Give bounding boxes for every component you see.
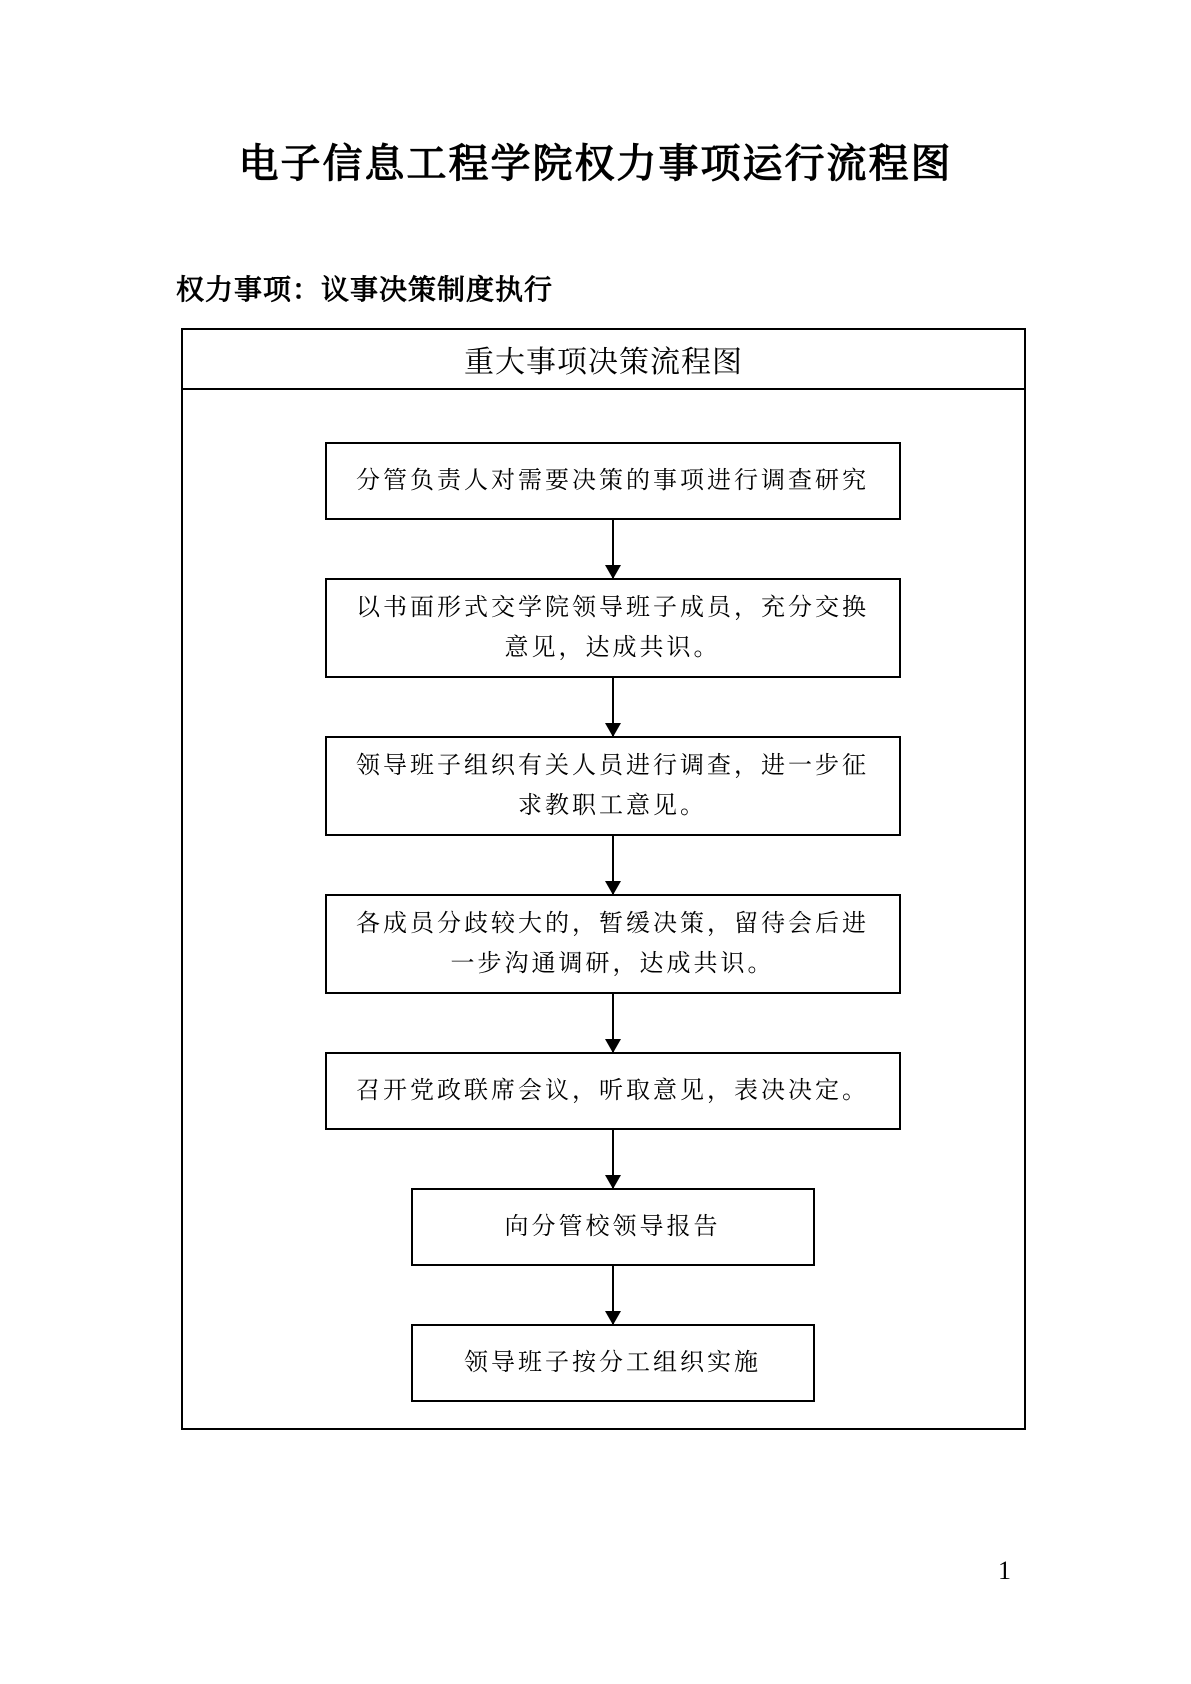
down-arrow-icon xyxy=(612,678,614,736)
flow-step-3: 领导班子组织有关人员进行调查，进一步征求教职工意见。 xyxy=(325,736,901,836)
down-arrow-icon xyxy=(612,994,614,1052)
page-number: 1 xyxy=(998,1556,1011,1585)
flow-column xyxy=(192,442,1033,1402)
down-arrow-icon xyxy=(612,1130,614,1188)
flowchart-body xyxy=(183,390,1024,1428)
down-arrow-icon xyxy=(612,836,614,894)
flow-step-2: 以书面形式交学院领导班子成员，充分交换意见，达成共识。 xyxy=(325,578,901,678)
flow-step-1: 分管负责人对需要决策的事项进行调查研究 xyxy=(325,442,901,520)
down-arrow-icon xyxy=(612,520,614,578)
flowchart-title: 重大事项决策流程图 xyxy=(183,330,1024,390)
down-arrow-icon xyxy=(612,1266,614,1324)
flowchart-frame xyxy=(181,328,1026,1430)
flow-step-6: 向分管校领导报告 xyxy=(411,1188,815,1266)
flow-step-4: 各成员分歧较大的，暂缓决策，留待会后进一步沟通调研，达成共识。 xyxy=(325,894,901,994)
power-item-subtitle: 权力事项：议事决策制度执行 xyxy=(176,275,554,306)
page-title: 电子信息工程学院权力事项运行流程图 xyxy=(238,141,953,186)
flow-step-5: 召开党政联席会议，听取意见，表决决定。 xyxy=(325,1052,901,1130)
flow-step-7: 领导班子按分工组织实施 xyxy=(411,1324,815,1402)
